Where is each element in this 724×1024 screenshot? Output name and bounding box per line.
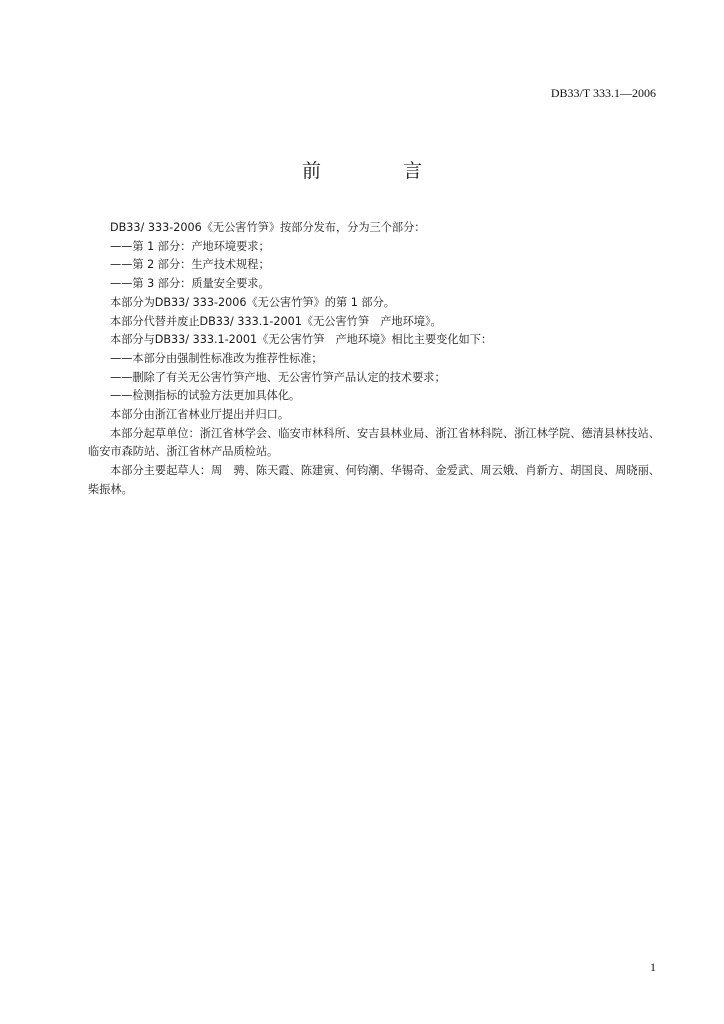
- drafting-units-paragraph: 本部分起草单位：浙江省林学会、临安市林科所、安吉县林业局、浙江省林科院、浙江林学院、德清县林技站、临安市森防站、浙江省林产品质检站。: [88, 426, 660, 459]
- paragraph: 本部分为DB33/ 333-2006《无公害竹笋》的第 1 部分。: [110, 295, 395, 309]
- list-item: ——第 3 部分：质量安全要求。: [110, 277, 270, 291]
- list-item: ——本部分由强制性标准改为推荐性标准；: [110, 351, 323, 365]
- page-number: 1: [650, 960, 656, 974]
- page-title: 前 言: [301, 160, 461, 182]
- standard-code: DB33/T 333.1—2006: [550, 86, 656, 100]
- paragraph: 本部分与DB33/ 333.1-2001《无公害竹笋 产地环境》相比主要变化如下：: [110, 333, 493, 347]
- list-item: ——第 1 部分：产地环境要求；: [110, 239, 270, 253]
- list-item: ——检测指标的试验方法更加具体化。: [110, 389, 301, 403]
- list-item: ——第 2 部分：生产技术规程；: [110, 258, 270, 272]
- paragraph: DB33/ 333-2006《无公害竹笋》按部分发布，分为三个部分：: [110, 221, 426, 234]
- list-item: ——删除了有关无公害竹笋产地、无公害竹笋产品认定的技术要求；: [110, 370, 446, 384]
- drafters-paragraph: 本部分主要起草人：周 骋、陈天霞、陈建寅、何钧潮、华锡奇、金爱武、周云娥、肖新方、胡国良、周晓丽、柴振林。: [88, 464, 660, 496]
- foreword-body: [88, 219, 660, 500]
- paragraph: 本部分代替并废止DB33/ 333.1-2001《无公害竹笋 产地环境》。: [110, 314, 442, 328]
- paragraph: 本部分由浙江省林业厅提出并归口。: [110, 408, 290, 422]
